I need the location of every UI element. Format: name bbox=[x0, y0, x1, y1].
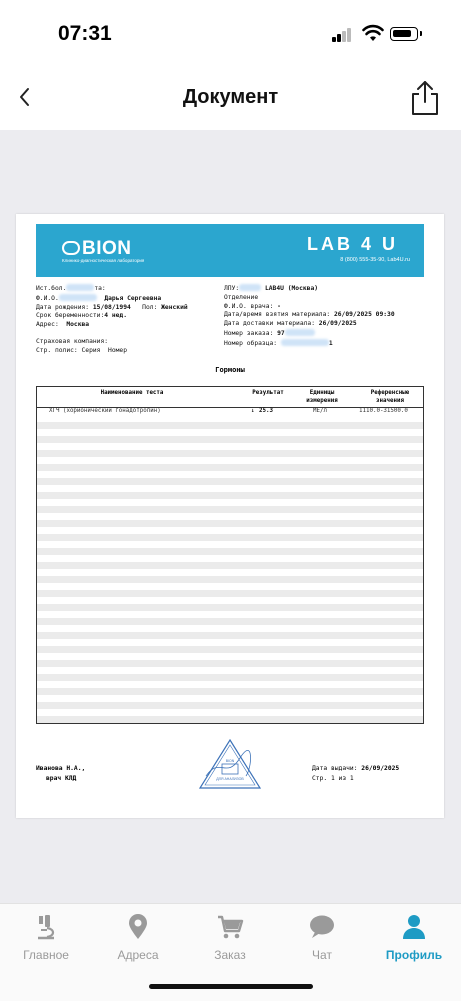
header-test: Наименование теста bbox=[100, 390, 164, 396]
header-result: Результат bbox=[252, 390, 284, 396]
header-units-2: измерения bbox=[306, 398, 338, 404]
history-line: Ист.бол. та: bbox=[36, 285, 106, 292]
tab-chat-label: Чат bbox=[312, 948, 332, 962]
row-result: 25.3 bbox=[259, 408, 273, 414]
tab-home-label: Главное bbox=[23, 948, 69, 962]
issue-date-line: Дата выдачи: 26/09/2025 bbox=[312, 765, 400, 772]
section-title: Гормоны bbox=[215, 366, 245, 374]
row-test: ХГЧ (хорионический гонадотропин) bbox=[49, 408, 161, 414]
nav-bar bbox=[0, 66, 461, 130]
chat-bubble-icon bbox=[307, 912, 337, 942]
tab-profile[interactable] bbox=[368, 912, 460, 972]
birth-line: Дата рождения: 15/08/1994 Пол: Женский bbox=[36, 303, 188, 311]
pregnancy-line: Срок беременности:4 нед. bbox=[36, 312, 127, 320]
tab-home[interactable] bbox=[0, 912, 92, 972]
cart-icon bbox=[215, 912, 245, 942]
home-indicator[interactable] bbox=[149, 984, 313, 989]
battery-icon bbox=[390, 27, 418, 41]
wifi-icon bbox=[362, 24, 384, 42]
fio-line: Ф.И.О. Дарья Сергеевна bbox=[36, 294, 162, 302]
tab-chat[interactable] bbox=[276, 912, 368, 972]
row-units: МЕ/л bbox=[313, 408, 327, 414]
doctor-name: Иванова Н.А., bbox=[36, 765, 86, 772]
map-pin-icon bbox=[123, 912, 153, 942]
stamp-brand: BION bbox=[225, 759, 235, 763]
doctor-line: Ф.И.О. врача: - bbox=[224, 302, 281, 310]
lab-header-banner bbox=[36, 224, 424, 277]
tab-order-label: Заказ bbox=[214, 948, 246, 962]
status-time: 07:31 bbox=[58, 22, 112, 45]
bion-name: BION bbox=[82, 238, 132, 259]
address-line: Адрес: Москва bbox=[36, 321, 90, 329]
insurance-line: Страховая компания: bbox=[36, 337, 109, 345]
page-number: Стр. 1 из 1 bbox=[312, 775, 354, 782]
microscope-icon bbox=[31, 912, 61, 942]
header-reference-1: Референсные bbox=[370, 390, 410, 396]
results-table bbox=[36, 386, 424, 724]
tab-addresses[interactable] bbox=[92, 912, 184, 972]
order-info bbox=[224, 284, 395, 349]
header-reference-2: значения bbox=[376, 398, 404, 404]
header-units-1: Единицы bbox=[309, 390, 335, 396]
results-table-header bbox=[37, 387, 423, 408]
stamp-text: ДЛЯ АНАЛИЗОВ bbox=[216, 777, 244, 781]
bion-logo bbox=[62, 238, 132, 260]
sample-number-line: Номер образца: 1 bbox=[224, 339, 333, 347]
table-row bbox=[37, 408, 423, 415]
doctor-signature bbox=[36, 764, 85, 784]
page-title: Документ bbox=[182, 86, 279, 108]
taken-line: Дата/время взятия материала: 26/09/2025 09:30 bbox=[224, 311, 395, 319]
delivered-line: Дата доставки материала: 26/09/2025 bbox=[224, 320, 357, 328]
row-reference: 1110.0-31500.0 bbox=[359, 408, 408, 414]
patient-info bbox=[36, 284, 188, 356]
table-empty-rows bbox=[37, 415, 423, 723]
issue-info bbox=[312, 764, 399, 784]
policy-line: Стр. полис: Серия Номер bbox=[36, 346, 128, 354]
document-viewer[interactable] bbox=[0, 130, 461, 903]
document-page bbox=[16, 214, 444, 818]
order-number-line: Номер заказа: 97 bbox=[224, 329, 395, 339]
department-line: Отделение bbox=[224, 293, 259, 301]
tab-order[interactable] bbox=[184, 912, 276, 972]
lab4u-logo: LAB 4 U bbox=[306, 234, 398, 254]
lab4u-contacts: 8 (800) 555-35-90, Lab4U.ru bbox=[340, 257, 410, 263]
doctor-position: врач КЛД bbox=[46, 775, 77, 782]
cellular-signal-icon bbox=[332, 28, 354, 42]
tab-profile-label: Профиль bbox=[385, 948, 443, 962]
person-icon bbox=[399, 912, 429, 942]
lab-stamp bbox=[196, 736, 264, 794]
bion-logo-icon bbox=[62, 241, 80, 255]
share-button[interactable] bbox=[406, 78, 444, 118]
lpu-line: ЛПУ: LAB4U (Москва) bbox=[224, 285, 319, 292]
bion-subtitle: Клинико-диагностическая лаборатория bbox=[62, 258, 145, 263]
status-bar bbox=[0, 0, 461, 66]
tab-addresses-label: Адреса bbox=[117, 948, 159, 962]
row-flag-down-icon: ↓ bbox=[251, 408, 255, 414]
